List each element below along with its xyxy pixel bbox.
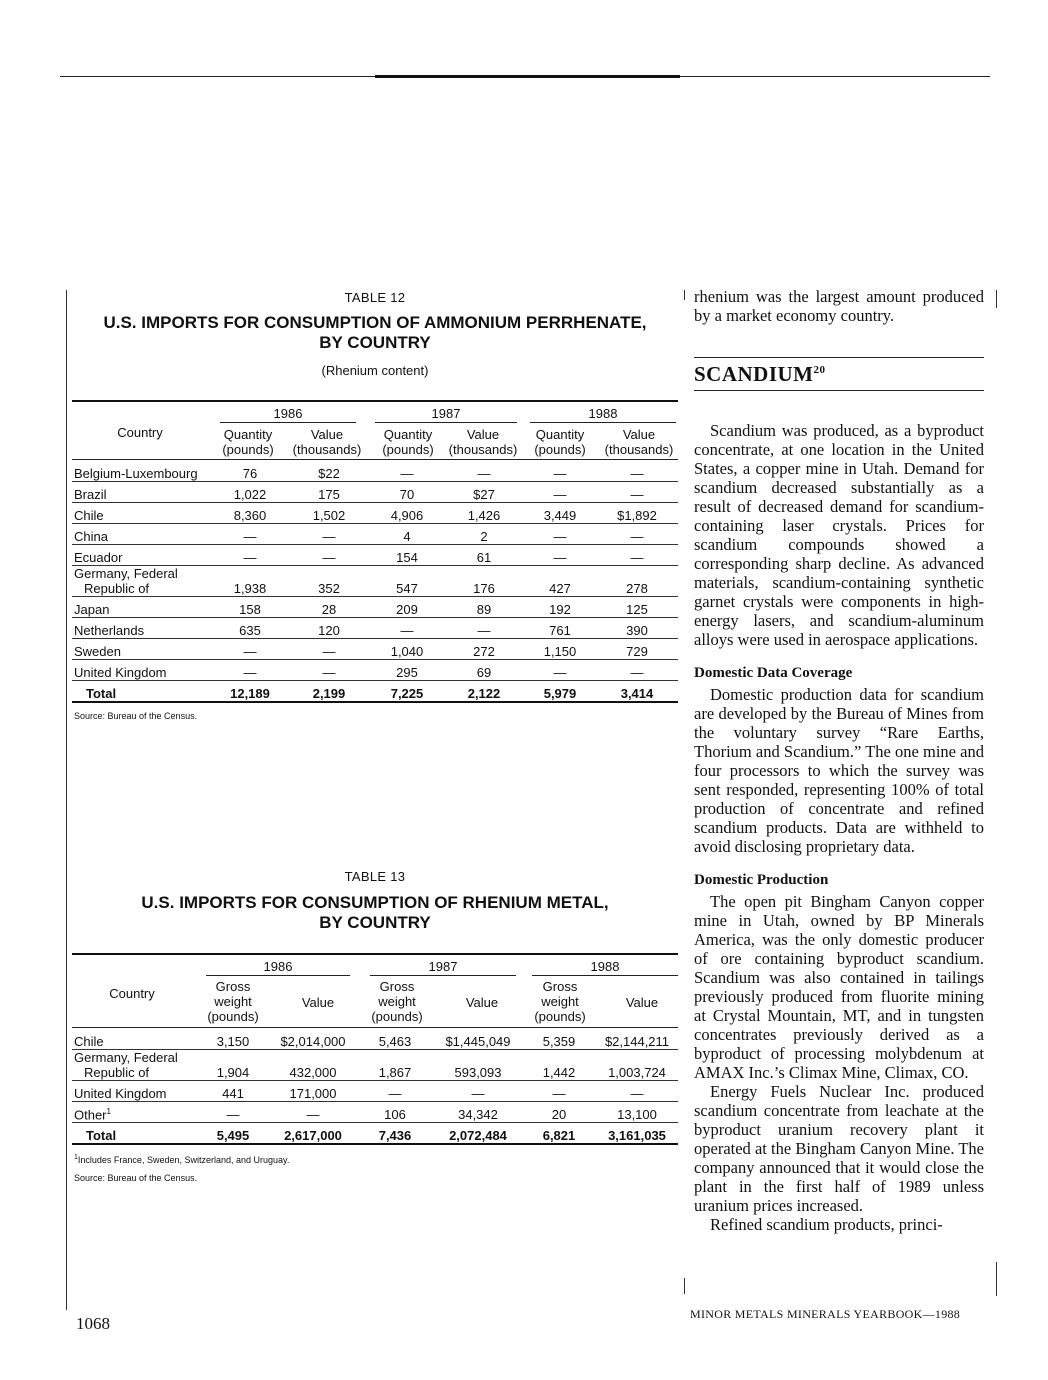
section-rule-top (694, 357, 984, 358)
value-cell: $27 (444, 482, 524, 503)
value-cell: — (596, 1081, 678, 1102)
value-cell: — (524, 482, 596, 503)
right-column-rule-bottom (996, 1262, 997, 1296)
value-cell: — (370, 618, 444, 639)
value-cell: $2,144,211 (596, 1029, 678, 1050)
value-cell: 192 (524, 597, 596, 618)
value-cell: — (356, 1081, 434, 1102)
value-cell: — (288, 524, 370, 545)
table12-subtitle: (Rhenium content) (321, 363, 429, 378)
value-cell: — (596, 545, 678, 566)
table12-title-line1: U.S. IMPORTS FOR CONSUMPTION OF AMMONIUM PERRHENATE, (103, 313, 647, 332)
value-cell: 8,360 (212, 503, 288, 524)
value-cell: 69 (444, 660, 524, 681)
table-row (72, 597, 678, 618)
country-cell: Brazil (72, 482, 212, 503)
value-cell: 427 (524, 566, 596, 597)
table13-weight-header: Gross weight (pounds) (534, 979, 586, 1024)
table12-year-rule (530, 422, 676, 423)
table13-source: Source: Bureau of the Census. (74, 1173, 198, 1183)
country-cell: Total (72, 1123, 196, 1145)
table13-caption: TABLE 13 (344, 869, 406, 884)
table13-year-rule (206, 975, 350, 976)
value-cell: 4,906 (370, 503, 444, 524)
table13-value-header: Value (465, 995, 499, 1010)
value-cell: 2 (444, 524, 524, 545)
value-cell: 13,100 (596, 1102, 678, 1123)
country-cell: Chile (72, 1029, 196, 1050)
paragraph: Domestic production data for scandium are developed by the Bureau of Mines from the voluntary survey “Rare Earths, Thorium and Scandium.” The one mine and four processors to which the survey was sent responded, representing 100% of total production of concentrate and refined scandium products. Data are withheld to avoid disclosing proprietary data. (694, 685, 984, 856)
country-cell: Germany, Federal Republic of (72, 1050, 196, 1081)
value-cell: 1,904 (196, 1050, 270, 1081)
table-row (72, 524, 678, 545)
value-cell: 5,979 (524, 681, 596, 703)
value-cell: — (196, 1102, 270, 1123)
table13-title-line2: BY COUNTRY (319, 913, 431, 932)
value-cell: — (288, 639, 370, 660)
value-cell: — (596, 524, 678, 545)
value-cell: — (212, 639, 288, 660)
table13-footnote: $^1$Includes France, Sweden, Switzerland, and Uruguay. (74, 1154, 290, 1165)
value-cell: — (288, 660, 370, 681)
value-cell: 1,003,724 (596, 1050, 678, 1081)
value-cell: 3,161,035 (596, 1123, 678, 1145)
value-cell: — (434, 1081, 522, 1102)
table12-top-rule (72, 400, 678, 402)
table13-year-1987: 1987 (428, 959, 458, 974)
value-cell: 2,617,000 (270, 1123, 356, 1145)
value-cell: 1,502 (288, 503, 370, 524)
table-row (72, 503, 678, 524)
value-cell: 158 (212, 597, 288, 618)
table13-title-line1: U.S. IMPORTS FOR CONSUMPTION OF RHENIUM METAL, (141, 893, 609, 912)
value-cell: 34,342 (434, 1102, 522, 1123)
value-cell: 125 (596, 597, 678, 618)
value-cell: 106 (356, 1102, 434, 1123)
table-row (72, 618, 678, 639)
paragraph: The open pit Bingham Canyon copper mine in Utah, owned by BP Minerals America, was the only domestic producer of ore containing byproduct scandium. Scandium was also contained in tailings previously produced from fluorite mining at Crystal Mountain, MT, and in tungsten concentrates previously derived as a byproduct of processing molybdenum at AMAX Inc.’s Climax Mine, Climax, CO. (694, 892, 984, 1082)
country-cell: Total (72, 681, 212, 703)
table-row (72, 461, 678, 482)
heading-domestic-data-coverage: Domestic Data Coverage (694, 665, 853, 681)
value-cell: 761 (524, 618, 596, 639)
table12-year-rule (375, 422, 517, 423)
table-row (72, 1050, 678, 1081)
value-cell: 89 (444, 597, 524, 618)
value-cell: 729 (596, 639, 678, 660)
value-cell: 432,000 (270, 1050, 356, 1081)
value-cell: 1,442 (522, 1050, 596, 1081)
value-cell: 3,150 (196, 1029, 270, 1050)
table13-header-rule (72, 1027, 678, 1028)
table12-title-line2: BY COUNTRY (319, 333, 431, 352)
value-cell: — (524, 545, 596, 566)
value-cell: 390 (596, 618, 678, 639)
paragraph: Scandium was produced, as a byproduct concentrate, at one location in the United States, a copper mine in Utah. Demand for scandium decreased substantially as a result of decreased demand for scandium-containing laser crystals. Prices for scandium compounds showed a corresponding sharp decline. As advanced materials, scandium-containing synthetic garnet crystals were components in high-energy lasers, and scandium-aluminum alloys were used in aerospace applications. (694, 421, 984, 649)
value-cell: $22 (288, 461, 370, 482)
country-cell: Ecuador (72, 545, 212, 566)
total-row (72, 1123, 678, 1145)
country-cell: China (72, 524, 212, 545)
table12-qty-header: Quantity (pounds) (534, 427, 586, 457)
value-cell: 295 (370, 660, 444, 681)
table13-value-header: Value (301, 995, 335, 1010)
value-cell: 12,189 (212, 681, 288, 703)
table12-year-1986: 1986 (273, 406, 303, 421)
country-cell: Belgium-Luxembourg (72, 461, 212, 482)
table-row (72, 1102, 678, 1123)
value-cell: — (370, 461, 444, 482)
total-row (72, 681, 678, 703)
value-cell: 635 (212, 618, 288, 639)
value-cell: — (596, 660, 678, 681)
table13-year-1988: 1988 (590, 959, 620, 974)
table-row (72, 1029, 678, 1050)
top-rule-accent (375, 75, 680, 78)
value-cell: 1,022 (212, 482, 288, 503)
value-cell: 1,150 (524, 639, 596, 660)
table13-top-rule (72, 953, 678, 955)
value-cell: 1,938 (212, 566, 288, 597)
country-cell: Chile (72, 503, 212, 524)
table-row (72, 545, 678, 566)
value-cell: 5,495 (196, 1123, 270, 1145)
table12-qty-header: Quantity (pounds) (382, 427, 434, 457)
value-cell: — (212, 524, 288, 545)
value-cell: 176 (444, 566, 524, 597)
section-rule-bottom (694, 390, 984, 391)
table12-source: Source: Bureau of the Census. (74, 711, 198, 721)
value-cell: — (522, 1081, 596, 1102)
value-cell: 7,225 (370, 681, 444, 703)
value-cell: 3,414 (596, 681, 678, 703)
country-cell: Netherlands (72, 618, 212, 639)
value-cell: — (596, 482, 678, 503)
value-cell: 5,359 (522, 1029, 596, 1050)
column-divider-top (684, 290, 685, 300)
value-cell: — (524, 524, 596, 545)
heading-domestic-production: Domestic Production (694, 872, 829, 888)
country-cell: United Kingdom (72, 660, 212, 681)
table13-year-1986: 1986 (263, 959, 293, 974)
value-cell: 28 (288, 597, 370, 618)
value-cell: — (212, 660, 288, 681)
paragraph: Refined scandium products, princi- (710, 1215, 943, 1234)
country-cell: Other$^1$ (72, 1102, 196, 1123)
table13-year-rule (370, 975, 516, 976)
table12-header-rule (72, 459, 678, 460)
table12-qty-header: Quantity (pounds) (222, 427, 274, 457)
right-column (694, 287, 984, 325)
value-cell: 70 (370, 482, 444, 503)
running-footer: MINOR METALS MINERALS YEARBOOK—1988 (690, 1307, 961, 1321)
value-cell: 76 (212, 461, 288, 482)
value-cell: — (444, 461, 524, 482)
value-cell: 154 (370, 545, 444, 566)
value-cell: 171,000 (270, 1081, 356, 1102)
value-cell: 7,436 (356, 1123, 434, 1145)
table13-country-header: Country (109, 986, 155, 1001)
section-title: SCANDIUM$^{20}$ (694, 362, 826, 386)
table13-weight-header: Gross weight (pounds) (371, 979, 423, 1024)
left-column-rule (66, 290, 67, 1310)
value-cell: 1,867 (356, 1050, 434, 1081)
value-cell: 20 (522, 1102, 596, 1123)
value-cell: — (270, 1102, 356, 1123)
table12-country-header: Country (117, 425, 163, 440)
country-cell: Sweden (72, 639, 212, 660)
value-cell: $1,892 (596, 503, 678, 524)
value-cell: 2,122 (444, 681, 524, 703)
value-cell: 5,463 (356, 1029, 434, 1050)
value-cell: 278 (596, 566, 678, 597)
value-cell: 120 (288, 618, 370, 639)
paragraph: Energy Fuels Nuclear Inc. produced scandium concentrate from leachate at the byproduct uranium recovery plant it operated at the Bingham Canyon Mine. The company announced that it would close the plant in the first half of 1989 unless uranium prices increased. (694, 1082, 984, 1215)
table12-val-header: Value (thousands) (604, 427, 674, 457)
value-cell: 61 (444, 545, 524, 566)
table12-year-1987: 1987 (431, 406, 461, 421)
value-cell: $1,445,049 (434, 1029, 522, 1050)
table12-val-header: Value (thousands) (292, 427, 362, 457)
value-cell: — (524, 461, 596, 482)
table-row (72, 566, 678, 597)
table12-val-header: Value (thousands) (448, 427, 518, 457)
value-cell: — (288, 545, 370, 566)
value-cell: 2,199 (288, 681, 370, 703)
value-cell: 1,040 (370, 639, 444, 660)
value-cell: — (212, 545, 288, 566)
value-cell: 4 (370, 524, 444, 545)
value-cell: 175 (288, 482, 370, 503)
value-cell: 3,449 (524, 503, 596, 524)
value-cell: 441 (196, 1081, 270, 1102)
country-cell: Germany, Federal Republic of (72, 566, 212, 597)
value-cell: 272 (444, 639, 524, 660)
column-divider-bottom (684, 1278, 685, 1294)
value-cell: $2,014,000 (270, 1029, 356, 1050)
value-cell: 6,821 (522, 1123, 596, 1145)
intro-paragraph: rhenium was the largest amount produced by a market economy country. (694, 287, 984, 325)
table13-value-header: Value (625, 995, 659, 1010)
value-cell: 1,426 (444, 503, 524, 524)
scandium-text (694, 421, 984, 1234)
country-cell: Japan (72, 597, 212, 618)
page-number: 1068 (76, 1314, 110, 1333)
table-row (72, 482, 678, 503)
value-cell: 352 (288, 566, 370, 597)
value-cell: 593,093 (434, 1050, 522, 1081)
table-row (72, 639, 678, 660)
table12-year-rule (220, 422, 356, 423)
right-column-rule-top (996, 290, 997, 308)
table13-body (72, 1029, 678, 1145)
table12-caption: TABLE 12 (344, 290, 406, 305)
table-row (72, 1081, 678, 1102)
value-cell: — (596, 461, 678, 482)
value-cell: 547 (370, 566, 444, 597)
table13-weight-header: Gross weight (pounds) (207, 979, 259, 1024)
table12-body (72, 461, 678, 703)
table-row (72, 660, 678, 681)
value-cell: 2,072,484 (434, 1123, 522, 1145)
table13-year-rule (532, 975, 678, 976)
value-cell: 209 (370, 597, 444, 618)
table12-year-1988: 1988 (588, 406, 618, 421)
country-cell: United Kingdom (72, 1081, 196, 1102)
value-cell: — (444, 618, 524, 639)
value-cell: — (524, 660, 596, 681)
